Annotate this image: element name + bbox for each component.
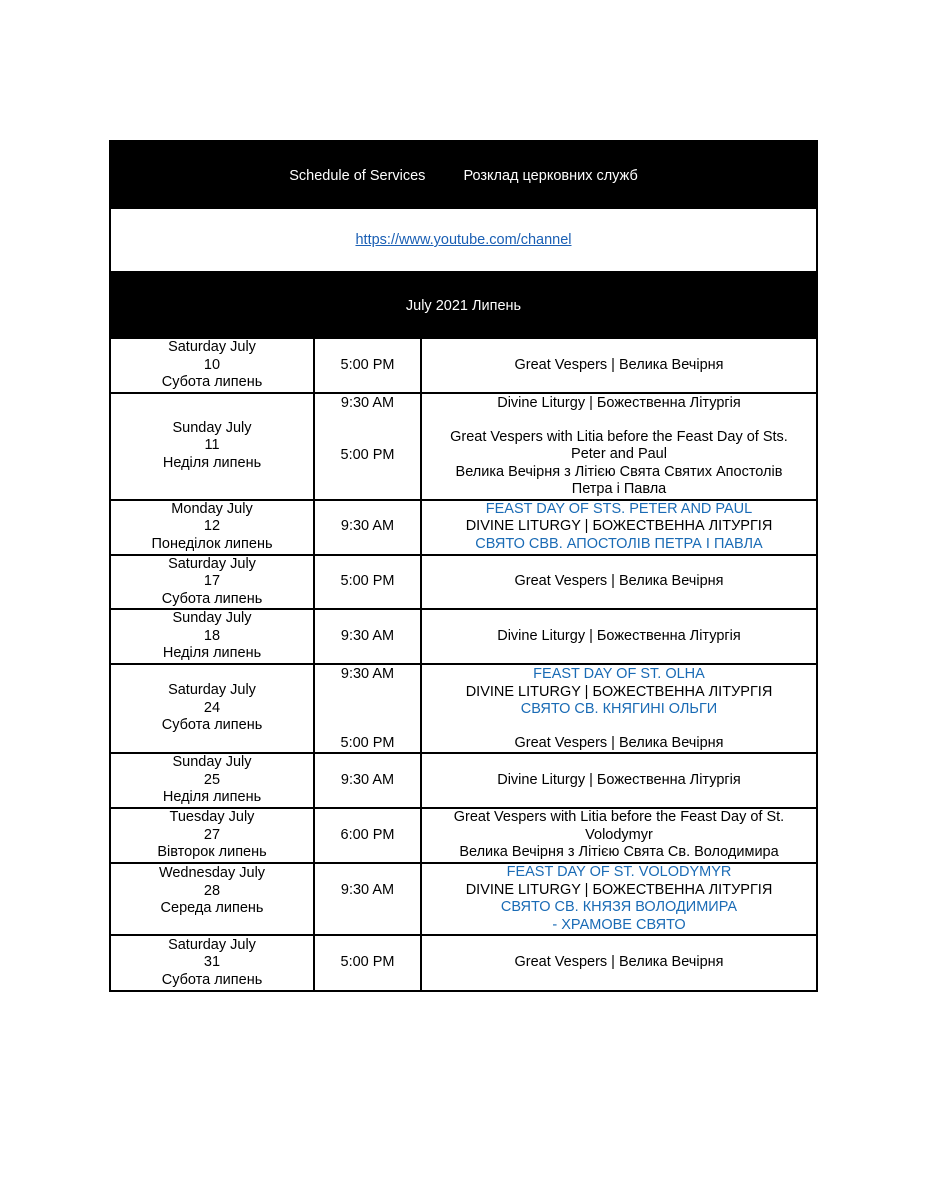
service-cell: FEAST DAY OF ST. OLHA DIVINE LITURGY | БОЖЕСТВЕННА ЛІТУРГІЯ СВЯТО СВ. КНЯГИНІ ОЛЬГИ Great Vespers | Велика Вечірня (421, 664, 816, 753)
time-cell: 6:00 PM (314, 808, 421, 863)
day-cell: Sunday July 18 Неділя липень (111, 609, 314, 664)
service-cell: Great Vespers | Велика Вечірня (514, 356, 724, 373)
schedule-document (109, 140, 818, 992)
service-cell: Divine Liturgy | Божественна Літургія (421, 609, 816, 664)
table-row (111, 664, 816, 753)
time-cell: 9:30 AM (314, 753, 421, 808)
schedule-table (111, 339, 816, 990)
table-row (111, 808, 816, 863)
service-cell: Great Vespers | Велика Вечірня (421, 555, 816, 610)
day-cell: Wednesday July 28 Середа липень (111, 863, 314, 935)
month-header: July 2021 Липень (111, 273, 816, 339)
schedule-title-en: Schedule of Services (289, 167, 426, 184)
table-row (111, 753, 816, 808)
day-cell: Saturday July 31 Субота липень (111, 935, 314, 990)
day-cell: Saturday July 17 Субота липень (111, 555, 314, 610)
service-cell: FEAST DAY OF STS. PETER AND PAUL DIVINE LITURGY | БОЖЕСТВЕННА ЛІТУРГІЯ СВЯТО СВВ. АПОСТОЛІВ ПЕТРА І ПАВЛА (421, 500, 816, 555)
day-cell: Monday July 12 Понеділок липень (111, 500, 314, 555)
table-row (111, 609, 816, 664)
schedule-header (111, 142, 816, 209)
table-row (111, 555, 816, 610)
day-cell: Tuesday July 27 Вівторок липень (111, 808, 314, 863)
service-cell: Divine Liturgy | Божественна Літургія (421, 753, 816, 808)
youtube-channel-link[interactable]: https://www.youtube.com/channel (355, 232, 572, 248)
time-cell: 5:00 PM (314, 935, 421, 990)
time-cell: 9:30 AM (314, 500, 421, 555)
service-cell: FEAST DAY OF ST. VOLODYMYR DIVINE LITURGY | БОЖЕСТВЕННА ЛІТУРГІЯ СВЯТО СВ. КНЯЗЯ ВОЛОДИМИРА - ХРАМОВЕ СВЯТО (421, 863, 816, 935)
day-cell: Saturday July 10 Субота липень (111, 339, 314, 393)
time-cell: 9:30 AM (314, 609, 421, 664)
service-cell: Great Vespers | Велика Вечірня (421, 935, 816, 990)
time-cell: 9:30 AM 5:00 PM (314, 393, 421, 500)
time-cell: 5:00 PM (314, 339, 421, 393)
day-cell: Sunday July 25 Неділя липень (111, 753, 314, 808)
youtube-link-row (111, 209, 816, 273)
service-cell: Great Vespers with Litia before the Feast Day of St. Volodymyr Велика Вечірня з Літією Свята Св. Володимира (421, 808, 816, 863)
table-row (111, 935, 816, 990)
table-row (111, 339, 816, 393)
day-cell: Saturday July 24 Субота липень (111, 664, 314, 753)
table-row (111, 500, 816, 555)
time-cell: 5:00 PM (314, 555, 421, 610)
time-cell: 9:30 AM (314, 863, 421, 935)
time-cell: 9:30 AM 5:00 PM (314, 664, 421, 753)
table-row (111, 393, 816, 500)
schedule-title-uk: Розклад церковних служб (463, 167, 638, 184)
service-cell: Divine Liturgy | Божественна Літургія Great Vespers with Litia before the Feast Day of Sts. Peter and Paul Велика Вечірня з Літією Свята Святих Апостолів Петра і Павла (421, 393, 816, 500)
day-cell: Sunday July 11 Неділя липень (111, 393, 314, 500)
table-row (111, 863, 816, 935)
